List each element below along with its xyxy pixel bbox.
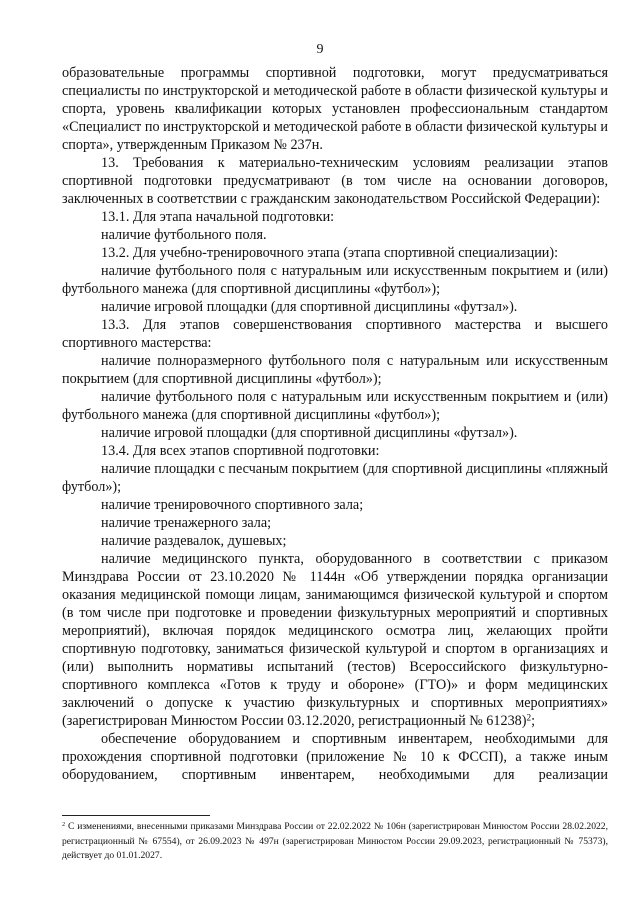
paragraph: наличие игровой площадки (для спортивной дисциплины «футзал»).: [101, 425, 518, 441]
paragraph: 13.4. Для всех этапов спортивной подготовки:: [101, 443, 380, 459]
footnote-ref[interactable]: 2: [526, 712, 532, 723]
paragraph: наличие футбольного поля с натуральным или искусственным покрытием и (или) футбольного манежа (для спортивной дисциплины «футбол»);: [62, 389, 608, 423]
paragraph: наличие площадки с песчаным покрытием (для спортивной дисциплины «пляжный футбол»);: [62, 461, 608, 495]
paragraph: 13.2. Для учебно-тренировочного этапа (этапа спортивной специализации):: [101, 245, 559, 261]
page-number: 9: [316, 42, 324, 57]
footnote-text: С изменениями, внесенными приказами Минздрава России от 22.02.2022 № 106н (зарегистрирован Минюстом России 28.02.2022, регистрационный № 67554), от 26.09.2023 № 497н (зарегистрирован Минюстом России 29.09.2023, регистрационный № 75373), действует до 01.01.2027.: [62, 821, 608, 861]
paragraph: 13.1. Для этапа начальной подготовки:: [101, 209, 335, 225]
footnote: [62, 820, 608, 864]
paragraph: обеспечение оборудованием и спортивным инвентарем, необходимыми для прохождения спортивной подготовки (приложение № 10 к ФССП), а также иным оборудованием, спортивным инвентарем, необходимыми для реализации: [62, 731, 608, 783]
paragraph-tail: ;: [531, 713, 536, 729]
paragraph: наличие игровой площадки (для спортивной дисциплины «футзал»).: [101, 299, 518, 315]
paragraph-text: наличие медицинского пункта, оборудованного в соответствии с приказом Минздрава России от 23.10.2020 № 1144н «Об утверждении порядка организации оказания медицинской помощи лицам, занимающимся физической культурой и спортом (в том числе при подготовке и проведении физкультурных мероприятий и спортивных мероприятий), включая порядок медицинского осмотра лиц, желающих пройти спортивную подготовку, заниматься физической культурой и спортом в организациях и (или) выполнить нормативы испытаний (тестов) Всероссийского физкультурно-спортивного комплекса «Готов к труду и обороне» (ГТО)» и форм медицинских заключений о допуске к участию физкультурных и спортивных мероприятиях» (зарегистрирован Минюстом России 03.12.2020, регистрационный № 61238): [62, 551, 608, 729]
footnote-mark: 2: [62, 820, 66, 828]
paragraph: наличие раздевалок, душевых;: [101, 533, 287, 549]
paragraph: наличие тренажерного зала;: [101, 515, 272, 531]
paragraph: наличие полноразмерного футбольного поля с натуральным или искусственным покрытием (для спортивной дисциплины «футбол»);: [62, 353, 608, 387]
paragraph: наличие футбольного поля с натуральным или искусственным покрытием и (или) футбольного манежа (для спортивной дисциплины «футбол»);: [62, 263, 608, 297]
paragraph: наличие футбольного поля.: [101, 227, 267, 243]
paragraph: наличие тренировочного спортивного зала;: [101, 497, 364, 513]
paragraph: образовательные программы спортивной подготовки, могут предусматриваться специалисты по инструкторской и методической работе в области физической культуры и спорта, уровень квалификации которых установлен профессиональным стандартом «Специалист по инструкторской и методической работе в области физической культуры и спорта», утвержденным Приказом № 237н.: [62, 65, 608, 153]
paragraph: 13. Требования к материально-техническим условиям реализации этапов спортивной подготовки предусматривают (в том числе на основании договоров, заключенных в соответствии с гражданским законодательством Российской Федерации):: [62, 155, 608, 207]
document-body: [62, 64, 608, 784]
paragraph: 13.3. Для этапов совершенствования спортивного мастерства и высшего спортивного мастерства:: [62, 317, 608, 351]
footnote-separator: [62, 815, 210, 816]
paragraph-with-footnote: [62, 550, 608, 730]
